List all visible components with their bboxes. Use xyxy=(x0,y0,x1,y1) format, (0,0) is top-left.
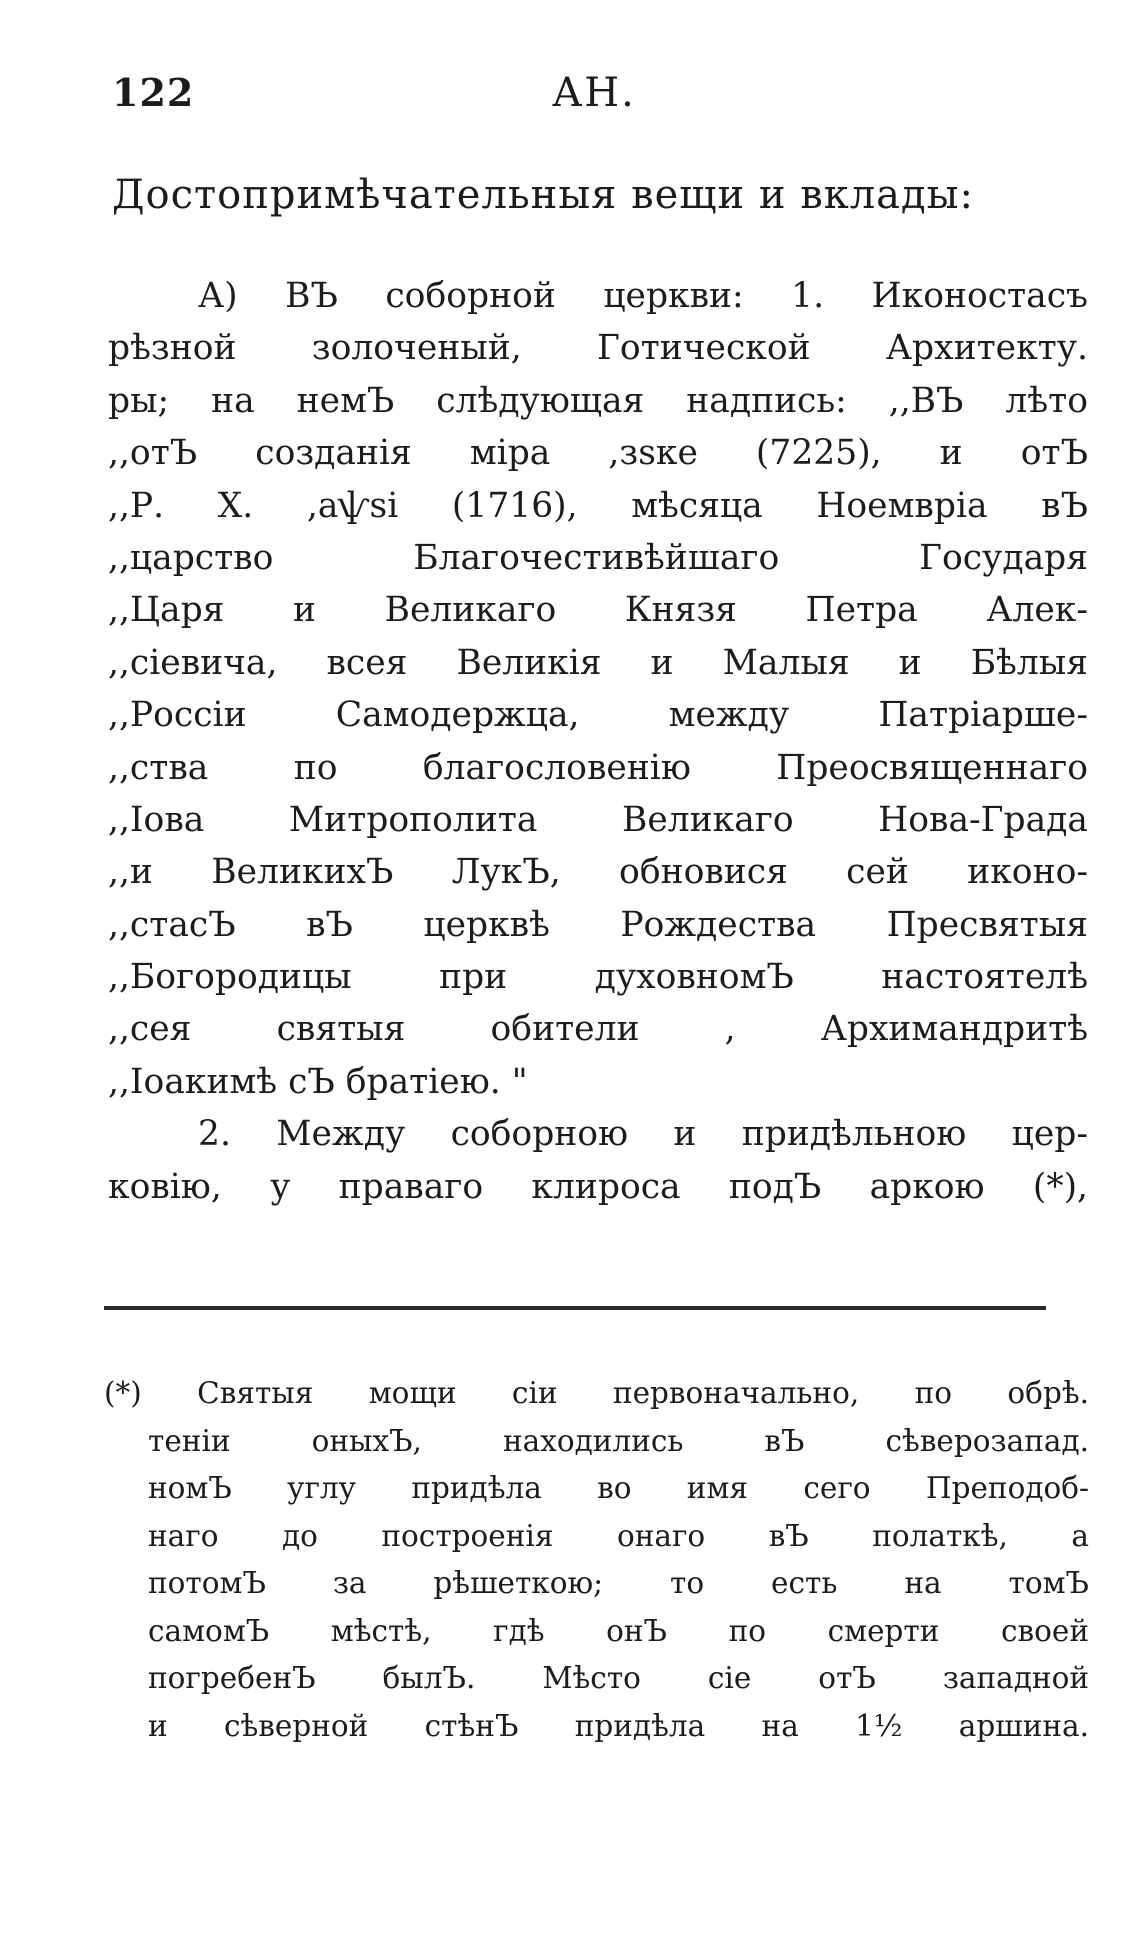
body-line: рѣзной золоченый, Готической Архитекту. xyxy=(108,328,1088,369)
body-line: 2. Между соборною и придѣльною цер- xyxy=(198,1114,1088,1155)
body-line: ,,Р. Х. ,аѱѕі (1716), мѣсяца Ноемвріа вЪ xyxy=(108,485,1088,526)
footnote-line: и сѣверной стѣнЪ придѣла на 1½ аршина. xyxy=(148,1708,1089,1743)
body-line: ,,Россіи Самодержца, между Патріарше- xyxy=(108,695,1088,736)
body-line: А) ВЪ соборной церкви: 1. Иконостасъ xyxy=(198,276,1088,316)
footnote-line: потомЪ за рѣшеткою; то есть на томЪ xyxy=(148,1566,1089,1600)
body-line: ,,царство Благочестивѣйшаго Государя xyxy=(108,537,1088,578)
footnote-line: теніи оныхЪ, находились вЪ сѣверозапад. xyxy=(148,1423,1089,1458)
body-line: ,,стасЪ вЪ церквѣ Рождества Пресвятыя xyxy=(108,904,1088,945)
body-line: ,,ства по благословенію Преосвященнаго xyxy=(108,747,1088,788)
body-line: ,,и ВеликихЪ ЛукЪ, обновися сей иконо- xyxy=(108,852,1088,893)
footnote-line: погребенЪ былЪ. Мѣсто сіе отЪ западной xyxy=(148,1661,1089,1695)
body-line: ,,сея святыя обители , Архимандритѣ xyxy=(108,1009,1088,1050)
page-header xyxy=(112,70,1072,130)
footnote-line: (*) Святыя мощи сіи первоначально, по обрѣ. xyxy=(104,1376,1089,1410)
body-line: ,,сіевича, всея Великія и Малыя и Бѣлыя xyxy=(108,642,1088,683)
body-line: ковію, у праваго клироса подЪ аркою (*), xyxy=(108,1166,1088,1207)
footnote-line: номЪ углу придѣла во имя сего Преподоб- xyxy=(148,1471,1089,1505)
footnote-divider xyxy=(104,1306,1046,1310)
body-line: ,,Царя и Великаго Князя Петра Алек- xyxy=(108,590,1088,631)
body-line: ,,Богородицы при духовномЪ настоятелѣ xyxy=(108,957,1088,998)
footnote-line: самомЪ мѣстѣ, гдѣ онЪ по смерти своей xyxy=(148,1613,1089,1648)
body-line: ры; на немЪ слѣдующая надпись: ,,ВЪ лѣто xyxy=(108,380,1088,421)
body-line: ,,Іова Митрополита Великаго Нова-Града xyxy=(108,799,1088,840)
page-number: 122 xyxy=(112,70,195,115)
body-line: ,,Іоакимѣ сЪ братіею. " xyxy=(108,1061,528,1102)
running-head: АН. xyxy=(552,70,636,116)
body-line: ,,отЪ созданія міра ,зѕке (7225), и отЪ xyxy=(108,433,1088,474)
footnote xyxy=(104,1370,1089,1750)
footnote-line: наго до построенія онаго вЪ полаткѣ, а xyxy=(148,1518,1089,1553)
section-title: Достопримѣчательныя вещи и вклады: xyxy=(112,172,974,218)
body-text xyxy=(108,270,1088,1213)
